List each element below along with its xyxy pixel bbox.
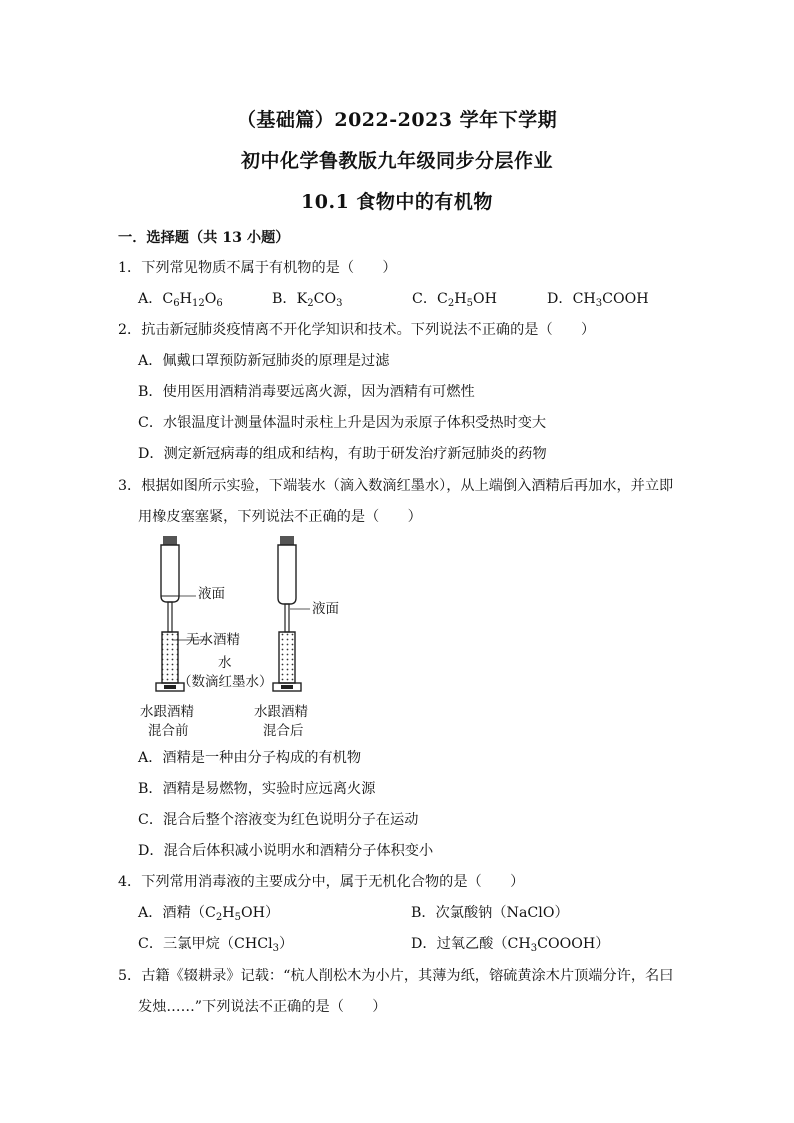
q1-option-b[interactable]: B．$K_2CO_3$ <box>272 291 343 309</box>
right-tube <box>273 536 310 691</box>
section-heading: 一．选择题（共 13 小题） <box>118 230 290 246</box>
title-course: 初中化学鲁教版九年级同步分层作业 <box>240 150 553 172</box>
q1-option-a[interactable]: A．$C_6H_{12}O_6$ <box>138 291 223 309</box>
caption-before-line2: 混合前 <box>148 723 189 739</box>
q3-stem-line1: 3．根据如图所示实验，下端装水（滴入数滴红墨水），从上端倒入酒精后再加水，并立即 <box>118 478 674 494</box>
q2-option-d[interactable]: D．测定新冠病毒的组成和结构，有助于研发治疗新冠肺炎的药物 <box>138 446 547 462</box>
q4-option-b[interactable]: B．次氯酸钠（NaClO） <box>411 905 569 921</box>
q2-option-c[interactable]: C．水银温度计测量体温时汞柱上升是因为汞原子体积受热时变大 <box>138 415 547 431</box>
q4-option-a[interactable]: A．酒精$(C_2H_5OH)$ <box>138 905 280 923</box>
right-stopper <box>280 536 294 545</box>
q3-experiment-figure <box>130 532 460 747</box>
q3-option-d[interactable]: D．混合后体积减小说明水和酒精分子体积变小 <box>138 843 434 859</box>
q5-stem-line2: 发烛……”下列说法不正确的是（ ） <box>138 999 387 1015</box>
q4-option-d[interactable]: D．过氧乙酸$(CH_3COOOH)$ <box>411 936 610 954</box>
caption-before-line1: 水跟酒精 <box>140 704 194 720</box>
caption-after-line2: 混合后 <box>263 723 304 739</box>
left-stopper <box>163 536 177 545</box>
label-liquid-surface-left: 液面 <box>198 586 225 602</box>
q1-option-d[interactable]: D．$CH_3COOH$ <box>547 291 649 309</box>
q1-stem: 1．下列常见物质不属于有机物的是（ ） <box>118 260 397 276</box>
q2-option-b[interactable]: B．使用医用酒精消毒要远离火源，因为酒精有可燃性 <box>138 384 475 400</box>
q1-option-c[interactable]: C．$C_2H_5OH$ <box>412 291 498 309</box>
q3-option-b[interactable]: B．酒精是易燃物，实验时应远离火源 <box>138 781 376 797</box>
q5-stem-line1: 5．古籍《辍耕录》记载：“杭人削松木为小片，其薄为纸，镕硫黄涂木片顶端分许，名曰 <box>118 968 674 984</box>
label-red-ink: （数滴红墨水） <box>178 674 273 690</box>
label-anhydrous-alcohol: 无水酒精 <box>186 632 240 648</box>
left-tube <box>156 536 210 691</box>
q4-option-c[interactable]: C．三氯甲烷（CHCl$_3$） <box>138 936 294 954</box>
q3-option-a[interactable]: A．酒精是一种由分子构成的有机物 <box>138 750 362 766</box>
q3-stem-line2: 用橡皮塞塞紧，下列说法不正确的是（ ） <box>138 509 422 525</box>
caption-after-line1: 水跟酒精 <box>254 704 308 720</box>
q2-stem: 2．抗击新冠肺炎疫情离不开化学知识和技术。下列说法不正确的是（ ） <box>118 322 596 338</box>
label-water: 水 <box>218 655 232 671</box>
label-liquid-surface-right: 液面 <box>312 601 339 617</box>
title-lesson: 10.1 食物中的有机物 <box>301 191 493 213</box>
q2-option-a[interactable]: A．佩戴口罩预防新冠肺炎的原理是过滤 <box>138 353 390 369</box>
q3-option-c[interactable]: C．混合后整个溶液变为红色说明分子在运动 <box>138 812 419 828</box>
title-term: （基础篇）2022-2023 学年下学期 <box>236 109 558 131</box>
q4-stem: 4．下列常用消毒液的主要成分中，属于无机化合物的是（ ） <box>118 874 525 890</box>
